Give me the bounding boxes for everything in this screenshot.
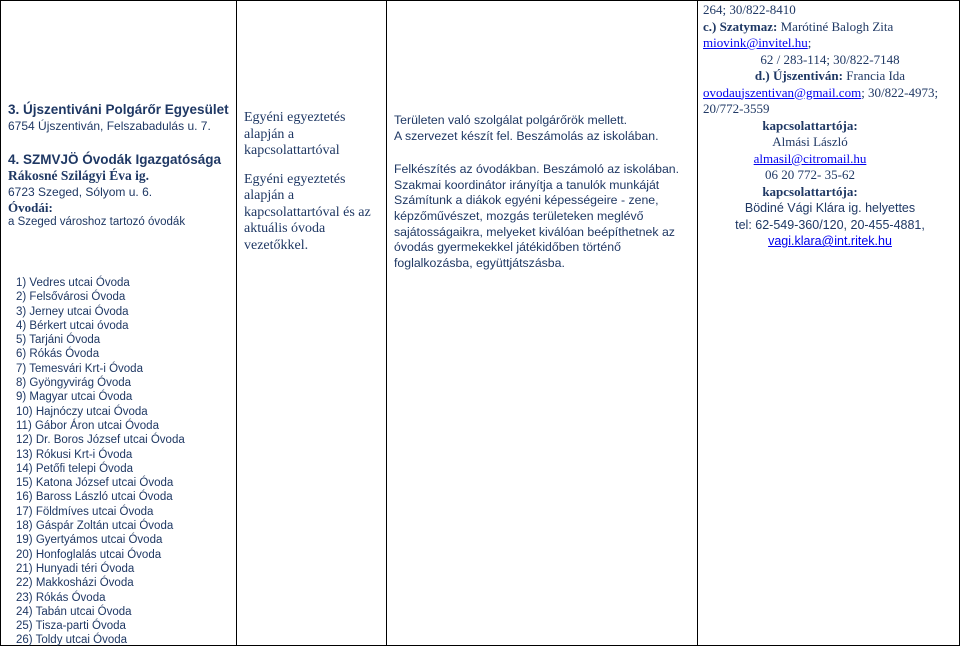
org4-director: Rákosné Szilágyi Éva ig. [8,168,150,183]
kindergarten-list-item: 23) Rókás Óvoda [16,591,106,604]
org3-address: 6754 Újszentiván, Felszabadulás u. 7. [8,119,211,133]
contact-email-1-link[interactable]: almasil@citromail.hu [753,150,867,166]
kindergarten-list-item: 25) Tisza-parti Óvoda [16,620,126,633]
contact-label-1: kapcsolattartója: [762,117,858,133]
column-divider-3 [697,0,698,646]
contact-d-email-row [703,85,957,102]
kindergarten-list-item: 14) Petőfi telepi Óvoda [16,462,133,475]
contact-d-name: Francia Ida [846,68,906,83]
contact-email-2-link[interactable]: vagi.klara@int.ritek.hu [768,234,892,248]
agreement-2-line: Egyéni egyeztetés [244,171,346,187]
kindergarten-list-item: 16) Baross László utcai Óvoda [16,491,173,504]
activity-block-1 [394,113,694,144]
activity-2-line: képzőművészet, mozgás területeken meglévő [394,208,644,223]
agreement-2-line: kapcsolattartóval és az [244,204,371,220]
agreement-2-line: vezetőkkel. [244,237,309,253]
ovodai-description: a Szeged városhoz tartozó óvodák [8,216,186,228]
separator: ; [807,35,812,50]
contact-c-name: Marótiné Balogh Zita [780,18,894,34]
contact-phone-1: 06 20 772- 35-62 [765,167,855,182]
kindergarten-list-item: 5) Tarjáni Óvoda [16,334,101,347]
kindergarten-list-item: 18) Gáspár Zoltán utcai Óvoda [16,520,174,533]
activity-1-line: Területen való szolgálat polgárőrök mellett. [394,113,628,127]
activity-1-line: A szervezet készít fel. Beszámolás az iskolában. [394,128,659,143]
kindergarten-list-item: 9) Magyar utcai Óvoda [16,391,133,404]
kindergarten-list [16,276,234,648]
activity-2-line: Számítunk a diákok egyéni képességeire - zene, [394,193,659,208]
agreement-1-line: alapján a [244,126,295,142]
org4-address: 6723 Szeged, Sólyom u. 6. [8,185,153,199]
activity-2-line: sajátosságaikra, melyeket kiválóan beépíthetnek az [394,224,675,239]
agreement-1-line: kapcsolattartóval [244,143,340,158]
agreement-block-2 [244,172,384,255]
org4-title: 4. SZMVJÖ Óvodák Igazgatósága [8,152,222,167]
kindergarten-list-item: 12) Dr. Boros József utcai Óvoda [16,434,185,447]
activity-block-2 [394,162,694,271]
agreement-2-line: alapján a [244,188,295,203]
kindergarten-list-item: 15) Katona József utcai Óvoda [16,477,174,490]
kindergarten-list-item: 6) Rókás Óvoda [16,348,100,361]
agreement-column [244,110,384,254]
contact-name-1: Almási László [772,134,848,149]
contact-block-1 [703,118,957,201]
activity-2-line: Felkészítés az óvodákban. Beszámoló az iskolában. [394,162,680,177]
kindergarten-list-item: 3) Jerney utcai Óvoda [16,305,129,318]
kindergarten-list-item: 26) Toldy utcai Óvoda [16,634,128,647]
agreement-block-1 [244,110,384,160]
kindergarten-list-item: 10) Hajnóczy utcai Óvoda [16,405,148,418]
contact-c-email-row [703,35,957,52]
agreement-1-line: Egyéni egyeztetés [244,110,346,125]
kindergarten-list-item: 22) Makkosházi Óvoda [16,577,134,590]
kindergarten-list-item: 1) Vedres utcai Óvoda [16,277,130,289]
contact-d-phone-1: ; 30/822-4973; [861,84,939,100]
phone-top: 264; 30/822-8410 [703,2,796,17]
contact-c [703,19,957,36]
contacts-column [703,2,957,250]
contact-phone-2: tel: 62-549-360/120, 20-455-4881, [735,217,925,232]
kindergarten-list-item: 19) Gyertyámos utcai Óvoda [16,534,163,547]
kindergarten-list-item: 4) Bérkert utcai óvoda [16,319,129,332]
contact-c-email-link[interactable]: miovink@invitel.hu [703,35,808,50]
contact-d-email-link[interactable]: ovodaujszentivan@gmail.com [703,84,862,100]
org3-title: 3. Újszentiváni Polgárőr Egyesület [8,102,229,117]
kindergarten-list-item: 17) Földmíves utcai Óvoda [16,505,154,518]
contact-d [703,68,957,85]
activity-2-line: óvodás gyermekekkel játékidőben történő [394,240,621,255]
organizations-column [8,101,234,230]
agreement-2-line: aktuális óvoda [244,221,326,236]
column-divider-1 [236,0,237,646]
contact-block-2 [703,200,957,250]
contact-d-phone-2: 20/772-3559 [703,101,770,116]
kindergarten-list-item: 7) Temesvári Krt-i Óvoda [16,362,143,375]
kindergarten-list-item: 21) Hunyadi téri Óvoda [16,562,135,575]
kindergarten-list-item: 2) Felsővárosi Óvoda [16,291,126,304]
kindergarten-list-item: 8) Gyöngyvirág Óvoda [16,377,132,390]
contact-c-phones: 62 / 283-114; 30/822-7148 [760,51,900,67]
contact-label-2: kapcsolattartója: [762,183,858,199]
activity-2-line: foglalkozásba, együttjátszásba. [394,255,565,270]
contact-c-label: c.) Szatymaz: [703,18,778,34]
column-divider-2 [386,0,387,646]
activities-column [394,113,694,271]
kindergarten-list-item: 13) Rókusi Krt-i Óvoda [16,448,133,461]
ovodai-label: Óvodái: [8,200,53,215]
kindergarten-list-item: 11) Gábor Áron utcai Óvoda [16,419,159,432]
contact-d-label: d.) Újszentiván: [754,68,843,83]
kindergarten-list-item: 20) Honfoglalás utcai Óvoda [16,548,162,561]
contact-name-2: Bödiné Vági Klára ig. helyettes [744,201,916,215]
activity-2-line: Szakmai koordinátor irányítja a tanulók munkáját [394,177,660,192]
kindergarten-list-item: 24) Tabán utcai Óvoda [16,605,132,618]
